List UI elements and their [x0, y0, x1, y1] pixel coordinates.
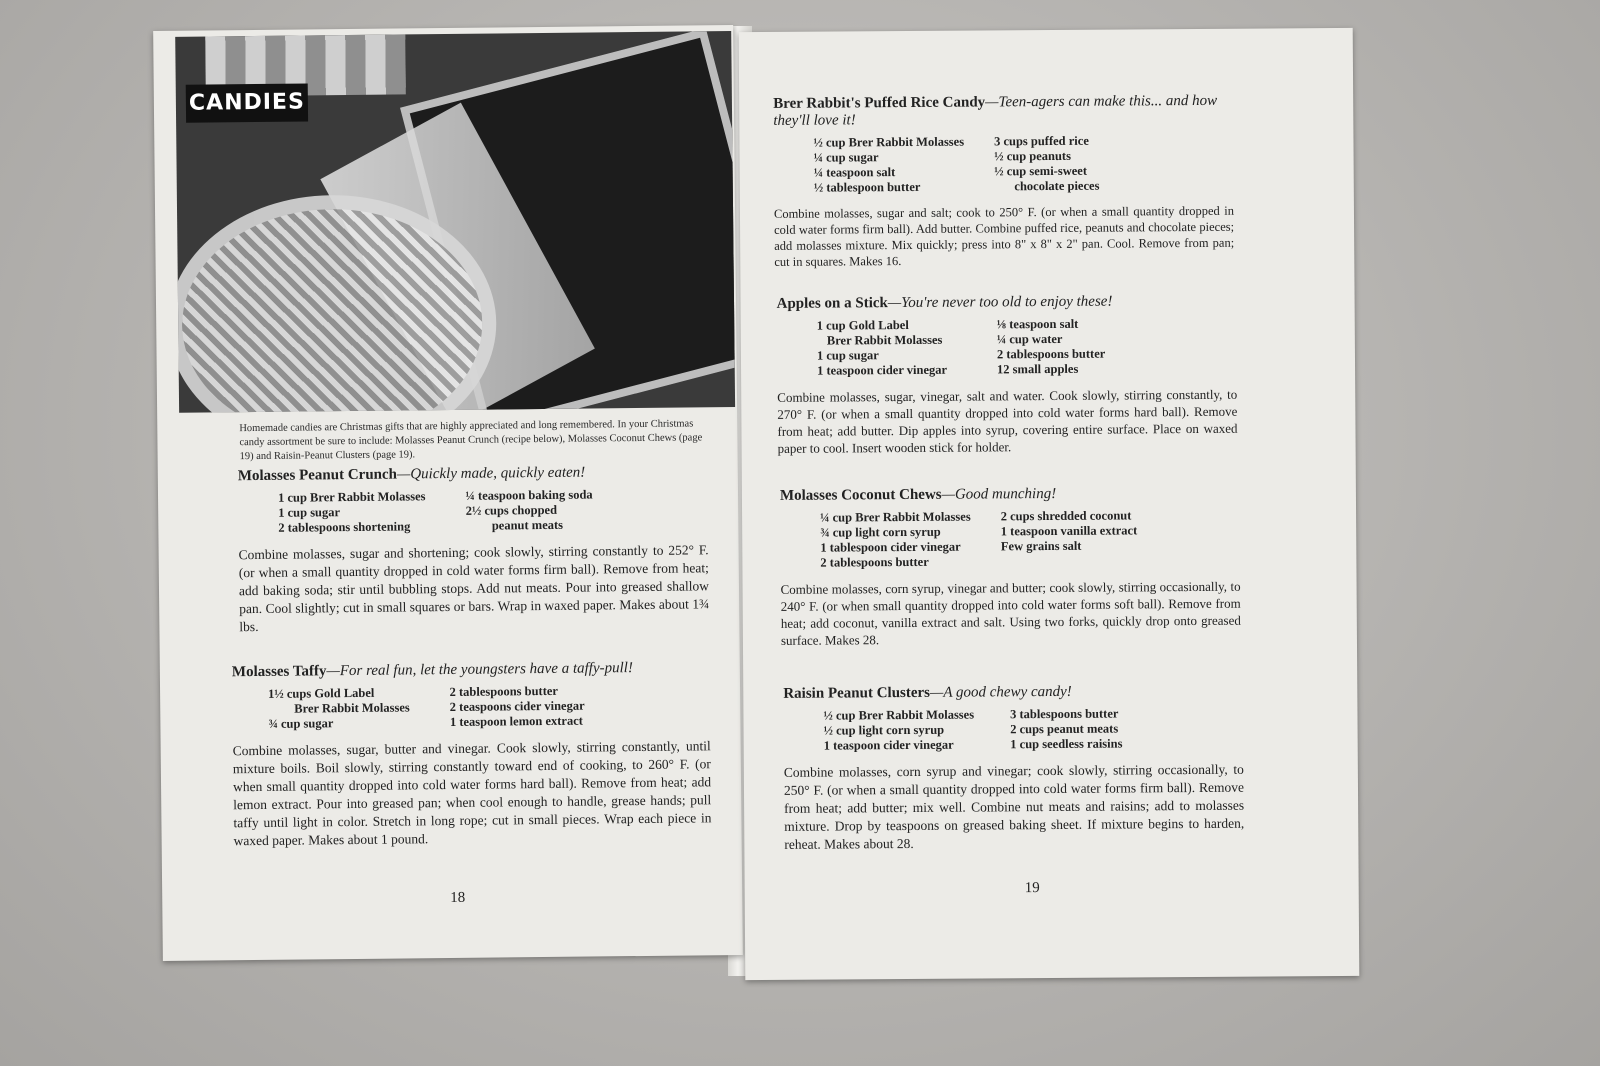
ingredients-col-2: 2 tablespoons butter 2 teaspoons cider vinegar 1 teaspoon lemon extract — [449, 683, 585, 729]
section-label: CANDIES — [186, 83, 308, 122]
ingredients-col-1: ½ cup Brer Rabbit Molasses ¼ cup sugar ¼ teaspoon salt ½ tablespoon butter — [813, 134, 965, 195]
ingredients-col-2: 2 cups shredded coconut 1 teaspoon vanilla extract Few grains salt — [1000, 508, 1138, 554]
photo-caption: Homemade candies are Christmas gifts that are highly appreciated and long remembered. In your Christmas candy assortment be sure to include: Molasses Peanut Crunch (recipe below), Molasses Coconut Chews (page 19) and Raisin-Peanut Clusters (page 19). — [239, 418, 703, 463]
page-number: 18 — [450, 889, 466, 906]
left-page — [153, 25, 743, 961]
recipe-title: Raisin Peanut Clusters—A good chewy candy! — [783, 683, 1072, 702]
recipe-directions: Combine molasses, corn syrup, vinegar and butter; cook slowly, stirring occasionally, to 240° F. (or when small quantity dropped into cold water forms soft ball). Remove from heat; add coconut, vanilla extract and salt. Using two forks, quickly drop onto greased surface. Makes 28. — [780, 578, 1241, 648]
ingredients — [232, 682, 710, 732]
ingredients — [783, 706, 1243, 754]
recipe-apples-on-a-stick — [777, 293, 1238, 457]
candies-photo — [175, 31, 735, 413]
recipe-title: Brer Rabbit's Puffed Rice Candy—Teen-agers can make this... and how they'll love it! — [773, 92, 1218, 129]
recipe-molasses-taffy — [232, 659, 712, 850]
page-number: 19 — [1024, 880, 1040, 897]
ingredients-col-2: ¼ teaspoon baking soda 2½ cups chopped peanut meats — [465, 487, 593, 533]
ingredients-col-1: 1 cup Gold Label Brer Rabbit Molasses 1 cup sugar 1 teaspoon cider vinegar — [816, 317, 948, 378]
ingredients-col-2: ⅛ teaspoon salt ¼ cup water 2 tablespoons butter 12 small apples — [996, 316, 1106, 377]
recipe-title: Molasses Coconut Chews—Good munching! — [779, 485, 1057, 504]
recipe-directions: Combine molasses, sugar and shortening; cook slowly, stirring constantly to 252° F. (or when a small quantity dropped in cold water forms firm ball). Remove from heat; add baking soda; stir until bubbling stops. Add nut meats. Pour into greased shallow pan. Cool slightly; cut in small squares or bars. Wrap in waxed paper. Makes about 1¾ lbs. — [238, 542, 710, 635]
recipe-directions: Combine molasses, sugar and salt; cook to 250° F. (or when a small quantity dropped in cold water forms firm ball). Add butter. Combine puffed rice, peanuts and chocolate pieces; add molasses mixture. Mix quickly; press into 8" x 8" x 2" pan. Cool. Remove from pan; cut in squares. Makes 16. — [773, 203, 1235, 269]
recipe-directions: Combine molasses, corn syrup and vinegar; cook slowly, stirring occasionally, to 250° F. (or when a small quantity dropped into cold water forms firm ball). Remove from heat; add butter; mix well. Combine nut meats and raisins; add to molasses mixture. Drop by teaspoons on greased baking sheet. If mixture begins to harden, reheat. Makes about 28. — [783, 761, 1245, 852]
recipe-directions: Combine molasses, sugar, butter and vinegar. Cook slowly, stirring constantly, until mixture boils. Boil slowly, stirring constantly toward end of cooking, to 260° F. (or when small quantity dropped into cold water forms hard ball). Remove from heat; add lemon extract. Pour into greased pan; when cool enough to handle, grease hands; pull taffy until light in color. Stretch in long rope; cut in small pieces. Wrap each piece in waxed paper. Makes about 1 pound. — [232, 738, 712, 849]
ingredients — [773, 133, 1233, 196]
ingredients-col-1: ½ cup Brer Rabbit Molasses ½ cup light corn syrup 1 teaspoon cider vinegar — [823, 707, 975, 753]
ingredients — [238, 486, 708, 536]
ingredients — [780, 508, 1240, 571]
recipe-title: Molasses Peanut Crunch—Quickly made, quickly eaten! — [237, 464, 586, 485]
ingredients-col-2: 3 cups puffed rice ½ cup peanuts ½ cup semi-sweet chocolate pieces — [994, 133, 1100, 194]
recipe-title: Molasses Taffy—For real fun, let the youngsters have a taffy-pull! — [231, 660, 634, 681]
recipe-molasses-coconut-chews — [780, 485, 1241, 649]
recipe-puffed-rice-candy — [773, 93, 1234, 270]
ingredients — [777, 316, 1237, 379]
recipe-molasses-peanut-crunch — [238, 463, 710, 636]
recipe-directions: Combine molasses, sugar, vinegar, salt and water. Cook slowly, stirring constantly, to 270° F. (or when a small quantity dropped into cold water forms hard ball). Remove from heat; add butter. Dip apples into syrup, covering entire surface. Place on waxed paper to cool. Insert wooden stick for holder. — [777, 386, 1238, 456]
recipe-title: Apples on a Stick—You're never too old to enjoy these! — [776, 293, 1113, 312]
ingredients-col-1: ¼ cup Brer Rabbit Molasses ¾ cup light corn syrup 1 tablespoon cider vinegar 2 tablespoons butter — [820, 509, 971, 570]
ingredients-col-1: 1½ cups Gold Label Brer Rabbit Molasses ¾ cup sugar — [268, 685, 410, 731]
ingredients-col-1: 1 cup Brer Rabbit Molasses 1 cup sugar 2 tablespoons shortening — [277, 489, 426, 535]
right-page — [739, 28, 1360, 980]
recipe-raisin-peanut-clusters — [783, 683, 1244, 854]
ingredients-col-2: 3 tablespoons butter 2 cups peanut meats 1 cup seedless raisins — [1010, 706, 1123, 752]
